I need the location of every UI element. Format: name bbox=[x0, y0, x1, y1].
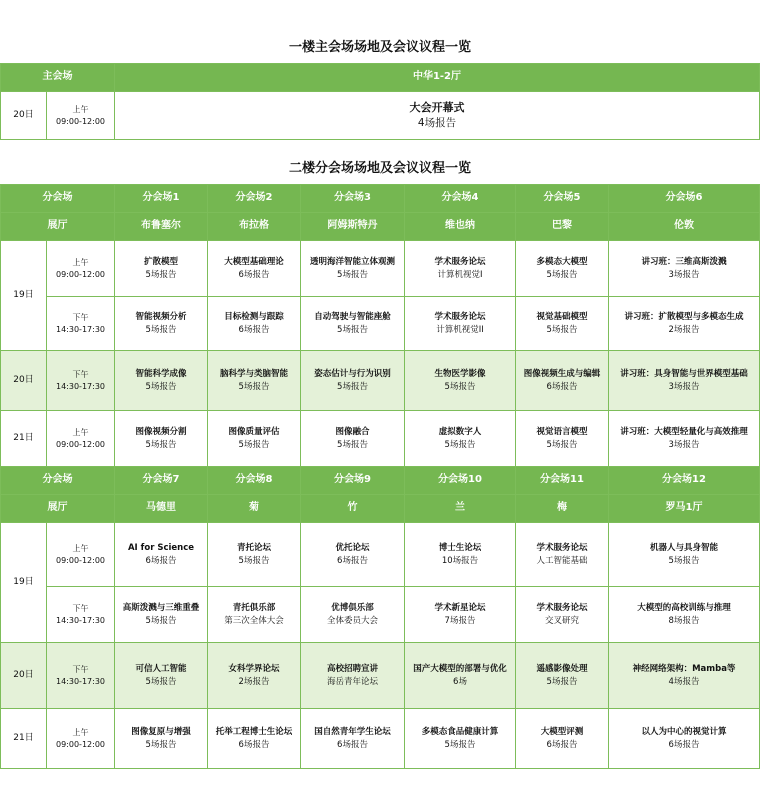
session-sub: 3场报告 bbox=[668, 381, 700, 392]
session-sub: 5场报告 bbox=[145, 615, 177, 626]
hall-name: 梅 bbox=[516, 495, 609, 523]
session-sub: 5场报告 bbox=[238, 555, 270, 566]
session-sub: 计算机视觉II bbox=[436, 324, 484, 335]
session-title: 可信人工智能 bbox=[135, 664, 187, 675]
session-title: 学术服务论坛 bbox=[434, 257, 486, 268]
main-time-ampm: 上午 bbox=[72, 104, 89, 114]
session-cell bbox=[208, 523, 301, 587]
session-cell bbox=[609, 709, 760, 769]
schedule-row bbox=[1, 523, 760, 587]
session-sub: 5场报告 bbox=[546, 676, 578, 687]
session-title: 视觉基础模型 bbox=[536, 312, 588, 323]
session-cell bbox=[208, 709, 301, 769]
session-cell bbox=[516, 297, 609, 351]
session-title: 多模态食品健康计算 bbox=[421, 727, 499, 738]
venue-name: 分会场7 bbox=[115, 467, 208, 495]
time-ampm: 上午 bbox=[72, 543, 89, 553]
session-cell bbox=[405, 297, 516, 351]
day-cell: 20日 bbox=[1, 643, 47, 709]
main-event-cell bbox=[115, 92, 760, 140]
session-cell bbox=[516, 523, 609, 587]
session-sub: 6场报告 bbox=[238, 739, 270, 750]
session-cell bbox=[609, 241, 760, 297]
hall-name: 布鲁塞尔 bbox=[115, 213, 208, 241]
day-cell: 21日 bbox=[1, 411, 47, 467]
day-cell: 19日 bbox=[1, 523, 47, 643]
venue-header-label: 分会场 bbox=[1, 467, 115, 495]
session-cell bbox=[208, 643, 301, 709]
day-cell: 21日 bbox=[1, 709, 47, 769]
session-cell bbox=[516, 587, 609, 643]
session-sub: 5场报告 bbox=[444, 439, 476, 450]
session-sub: 5场报告 bbox=[546, 324, 578, 335]
sub-venue-table bbox=[0, 184, 760, 769]
session-title: 目标检测与跟踪 bbox=[224, 312, 284, 323]
day-cell: 19日 bbox=[1, 241, 47, 351]
schedule-row bbox=[1, 297, 760, 351]
time-ampm: 下午 bbox=[72, 369, 89, 379]
session-cell bbox=[115, 351, 208, 411]
time-range: 09:00-12:00 bbox=[56, 269, 105, 279]
venue-name: 分会场11 bbox=[516, 467, 609, 495]
session-sub: 6场报告 bbox=[668, 739, 700, 750]
venue-name: 分会场12 bbox=[609, 467, 760, 495]
main-venue-header-label: 主会场 bbox=[1, 64, 115, 92]
session-cell bbox=[208, 411, 301, 467]
session-title: 以人为中心的视觉计算 bbox=[641, 727, 727, 738]
session-title: 机器人与具身智能 bbox=[649, 543, 718, 554]
hall-header-label: 展厅 bbox=[1, 213, 115, 241]
session-title: 虚拟数字人 bbox=[438, 427, 482, 438]
session-title: 青托论坛 bbox=[236, 543, 271, 554]
session-title: 多模态大模型 bbox=[536, 257, 588, 268]
session-title: 图像融合 bbox=[335, 427, 370, 438]
session-title: 生物医学影像 bbox=[434, 369, 486, 380]
venue-name: 分会场1 bbox=[115, 185, 208, 213]
session-cell bbox=[516, 709, 609, 769]
session-sub: 5场报告 bbox=[444, 739, 476, 750]
session-title: AI for Science bbox=[127, 543, 195, 554]
schedule-row bbox=[1, 411, 760, 467]
session-sub: 交叉研究 bbox=[544, 615, 579, 626]
session-cell bbox=[115, 523, 208, 587]
hall-name: 布拉格 bbox=[208, 213, 301, 241]
time-range: 09:00-12:00 bbox=[56, 739, 105, 749]
time-cell bbox=[47, 523, 115, 587]
session-title: 高校招聘宣讲 bbox=[326, 664, 378, 675]
hall-name: 维也纳 bbox=[405, 213, 516, 241]
session-sub: 7场报告 bbox=[444, 615, 476, 626]
session-title: 脑科学与类脑智能 bbox=[219, 369, 288, 380]
session-cell bbox=[516, 411, 609, 467]
session-cell bbox=[405, 709, 516, 769]
session-title: 透明海洋智能立体观测 bbox=[309, 257, 395, 268]
session-sub: 5场报告 bbox=[145, 676, 177, 687]
time-cell bbox=[47, 241, 115, 297]
session-title: 托举工程博士生论坛 bbox=[215, 727, 293, 738]
session-title: 视觉语言模型 bbox=[536, 427, 588, 438]
session-cell bbox=[115, 709, 208, 769]
session-title: 智能科学成像 bbox=[135, 369, 187, 380]
hall-name: 菊 bbox=[208, 495, 301, 523]
session-sub: 5场报告 bbox=[337, 269, 368, 280]
session-sub: 5场报告 bbox=[546, 439, 578, 450]
time-cell bbox=[47, 587, 115, 643]
session-sub: 5场报告 bbox=[337, 439, 368, 450]
session-sub: 5场报告 bbox=[238, 381, 270, 392]
day-cell: 20日 bbox=[1, 351, 47, 411]
session-title: 讲习班：扩散模型与多模态生成 bbox=[624, 312, 744, 323]
session-cell bbox=[405, 411, 516, 467]
session-sub: 6场报告 bbox=[145, 555, 177, 566]
session-cell bbox=[609, 351, 760, 411]
session-title: 国自然青年学生论坛 bbox=[314, 727, 391, 738]
session-sub: 6场报告 bbox=[546, 381, 578, 392]
time-ampm: 上午 bbox=[72, 257, 89, 267]
session-title: 优博俱乐部 bbox=[331, 603, 374, 614]
session-sub: 5场报告 bbox=[145, 381, 177, 392]
session-title: 讲习班：具身智能与世界模型基础 bbox=[620, 369, 748, 380]
schedule-row bbox=[1, 643, 760, 709]
venue-name: 分会场3 bbox=[301, 185, 405, 213]
session-sub: 全体委员大会 bbox=[326, 615, 378, 626]
session-sub: 5场报告 bbox=[145, 324, 177, 335]
main-venue-table bbox=[0, 63, 760, 140]
session-sub: 5场报告 bbox=[444, 381, 476, 392]
session-title: 智能视频分析 bbox=[135, 312, 187, 323]
time-ampm: 下午 bbox=[72, 312, 89, 322]
hall-name: 巴黎 bbox=[516, 213, 609, 241]
time-cell bbox=[47, 351, 115, 411]
session-cell bbox=[208, 351, 301, 411]
venue-header-label: 分会场 bbox=[1, 185, 115, 213]
time-range: 14:30-17:30 bbox=[56, 615, 105, 625]
session-cell bbox=[609, 523, 760, 587]
session-sub: 3场报告 bbox=[668, 269, 700, 280]
session-cell bbox=[115, 411, 208, 467]
time-range: 09:00-12:00 bbox=[56, 555, 105, 565]
session-title: 青托俱乐部 bbox=[232, 603, 276, 614]
session-title: 高斯泼溅与三维重叠 bbox=[122, 603, 200, 614]
time-range: 14:30-17:30 bbox=[56, 324, 105, 334]
session-title: 图像视频生成与编辑 bbox=[523, 369, 601, 380]
time-range: 09:00-12:00 bbox=[56, 439, 105, 449]
session-cell bbox=[115, 241, 208, 297]
session-cell bbox=[208, 241, 301, 297]
session-title: 讲习班：三维高斯泼溅 bbox=[641, 257, 727, 268]
time-cell bbox=[47, 411, 115, 467]
hall-name: 罗马1厅 bbox=[609, 495, 760, 523]
schedule-row bbox=[1, 709, 760, 769]
session-cell bbox=[208, 587, 301, 643]
session-title: 图像质量评估 bbox=[228, 427, 280, 438]
venue-name: 分会场10 bbox=[405, 467, 516, 495]
session-sub: 6场报告 bbox=[337, 555, 368, 566]
session-sub: 6场报告 bbox=[546, 739, 578, 750]
session-sub: 2场报告 bbox=[668, 324, 700, 335]
session-sub: 6场报告 bbox=[238, 269, 270, 280]
session-sub: 8场报告 bbox=[668, 615, 700, 626]
time-cell bbox=[47, 297, 115, 351]
hall-header-label: 展厅 bbox=[1, 495, 115, 523]
session-sub: 5场报告 bbox=[145, 269, 177, 280]
session-sub: 5场报告 bbox=[145, 739, 177, 750]
session-sub: 5场报告 bbox=[145, 439, 177, 450]
session-cell bbox=[115, 297, 208, 351]
hall-name: 竹 bbox=[301, 495, 405, 523]
session-cell bbox=[301, 351, 405, 411]
venue-name: 分会场5 bbox=[516, 185, 609, 213]
hall-name: 马德里 bbox=[115, 495, 208, 523]
hall-name: 阿姆斯特丹 bbox=[301, 213, 405, 241]
session-title: 讲习班：大模型轻量化与高效推理 bbox=[620, 427, 748, 438]
session-cell bbox=[609, 411, 760, 467]
venue-name: 分会场2 bbox=[208, 185, 301, 213]
session-title: 优托论坛 bbox=[335, 543, 370, 554]
session-title: 姿态估计与行为识别 bbox=[314, 369, 391, 380]
session-sub: 海岳青年论坛 bbox=[326, 676, 378, 687]
session-title: 大模型评测 bbox=[540, 727, 584, 738]
session-sub: 6场 bbox=[453, 676, 467, 687]
time-cell bbox=[47, 643, 115, 709]
main-venue-hall: 中华1-2厅 bbox=[115, 64, 760, 92]
session-sub: 5场报告 bbox=[337, 324, 368, 335]
main-event-sub: 4场报告 bbox=[417, 116, 457, 129]
time-cell bbox=[47, 709, 115, 769]
session-cell bbox=[405, 587, 516, 643]
session-title: 大模型基础理论 bbox=[224, 257, 284, 268]
session-cell bbox=[405, 643, 516, 709]
session-title: 神经网络架构：Mamba等 bbox=[632, 664, 736, 675]
session-sub: 5场报告 bbox=[337, 381, 368, 392]
session-sub: 6场报告 bbox=[238, 324, 270, 335]
page-title-floor2: 二楼分会场场地及会议议程一览 bbox=[288, 161, 471, 176]
session-cell bbox=[301, 709, 405, 769]
venue-name: 分会场4 bbox=[405, 185, 516, 213]
time-ampm: 上午 bbox=[72, 727, 89, 737]
session-title: 图像复原与增强 bbox=[131, 727, 191, 738]
session-cell bbox=[405, 241, 516, 297]
main-event-title: 大会开幕式 bbox=[409, 100, 465, 114]
session-sub: 第三次全体大会 bbox=[224, 615, 284, 626]
session-title: 博士生论坛 bbox=[438, 543, 482, 554]
venue-name: 分会场6 bbox=[609, 185, 760, 213]
session-cell bbox=[115, 587, 208, 643]
venue-name: 分会场9 bbox=[301, 467, 405, 495]
session-title: 学术服务论坛 bbox=[536, 543, 588, 554]
session-title: 学术新星论坛 bbox=[434, 603, 486, 614]
session-cell bbox=[115, 643, 208, 709]
session-sub: 5场报告 bbox=[238, 439, 270, 450]
session-title: 自动驾驶与智能座舱 bbox=[314, 312, 391, 323]
session-cell bbox=[516, 643, 609, 709]
session-cell bbox=[301, 411, 405, 467]
session-cell bbox=[301, 587, 405, 643]
schedule-row bbox=[1, 241, 760, 297]
session-cell bbox=[609, 643, 760, 709]
session-title: 扩散模型 bbox=[143, 257, 178, 268]
time-range: 14:30-17:30 bbox=[56, 676, 105, 686]
session-cell bbox=[301, 297, 405, 351]
session-sub: 2场报告 bbox=[238, 676, 270, 687]
session-title: 女科学界论坛 bbox=[228, 664, 280, 675]
page-title-floor1: 一楼主会场场地及会议议程一览 bbox=[288, 40, 471, 55]
session-sub: 10场报告 bbox=[441, 555, 479, 566]
session-cell bbox=[301, 241, 405, 297]
hall-name: 伦敦 bbox=[609, 213, 760, 241]
session-title: 学术服务论坛 bbox=[536, 603, 588, 614]
time-ampm: 下午 bbox=[72, 664, 89, 674]
hall-name: 兰 bbox=[405, 495, 516, 523]
main-time-range: 09:00-12:00 bbox=[56, 116, 105, 126]
time-ampm: 上午 bbox=[72, 427, 89, 437]
time-range: 14:30-17:30 bbox=[56, 381, 105, 391]
session-cell bbox=[405, 351, 516, 411]
session-cell bbox=[609, 297, 760, 351]
session-cell bbox=[301, 523, 405, 587]
session-title: 大模型的高校训练与推理 bbox=[637, 603, 731, 614]
schedule-row bbox=[1, 587, 760, 643]
session-sub: 人工智能基础 bbox=[536, 555, 588, 566]
session-title: 图像视频分割 bbox=[135, 427, 187, 438]
venue-name: 分会场8 bbox=[208, 467, 301, 495]
session-sub: 6场报告 bbox=[337, 739, 368, 750]
session-sub: 4场报告 bbox=[668, 676, 700, 687]
schedule-row bbox=[1, 351, 760, 411]
session-cell bbox=[609, 587, 760, 643]
session-cell bbox=[208, 297, 301, 351]
session-cell bbox=[516, 241, 609, 297]
session-title: 学术服务论坛 bbox=[434, 312, 486, 323]
session-sub: 5场报告 bbox=[546, 269, 578, 280]
session-title: 遥感影像处理 bbox=[536, 664, 588, 675]
main-day: 20日 bbox=[1, 92, 47, 140]
session-sub: 计算机视觉I bbox=[437, 269, 483, 280]
session-sub: 5场报告 bbox=[668, 555, 700, 566]
time-ampm: 下午 bbox=[72, 603, 89, 613]
session-cell bbox=[516, 351, 609, 411]
main-time bbox=[47, 92, 115, 140]
session-cell bbox=[301, 643, 405, 709]
session-title: 国产大模型的部署与优化 bbox=[413, 664, 507, 675]
session-sub: 3场报告 bbox=[668, 439, 700, 450]
session-cell bbox=[405, 523, 516, 587]
